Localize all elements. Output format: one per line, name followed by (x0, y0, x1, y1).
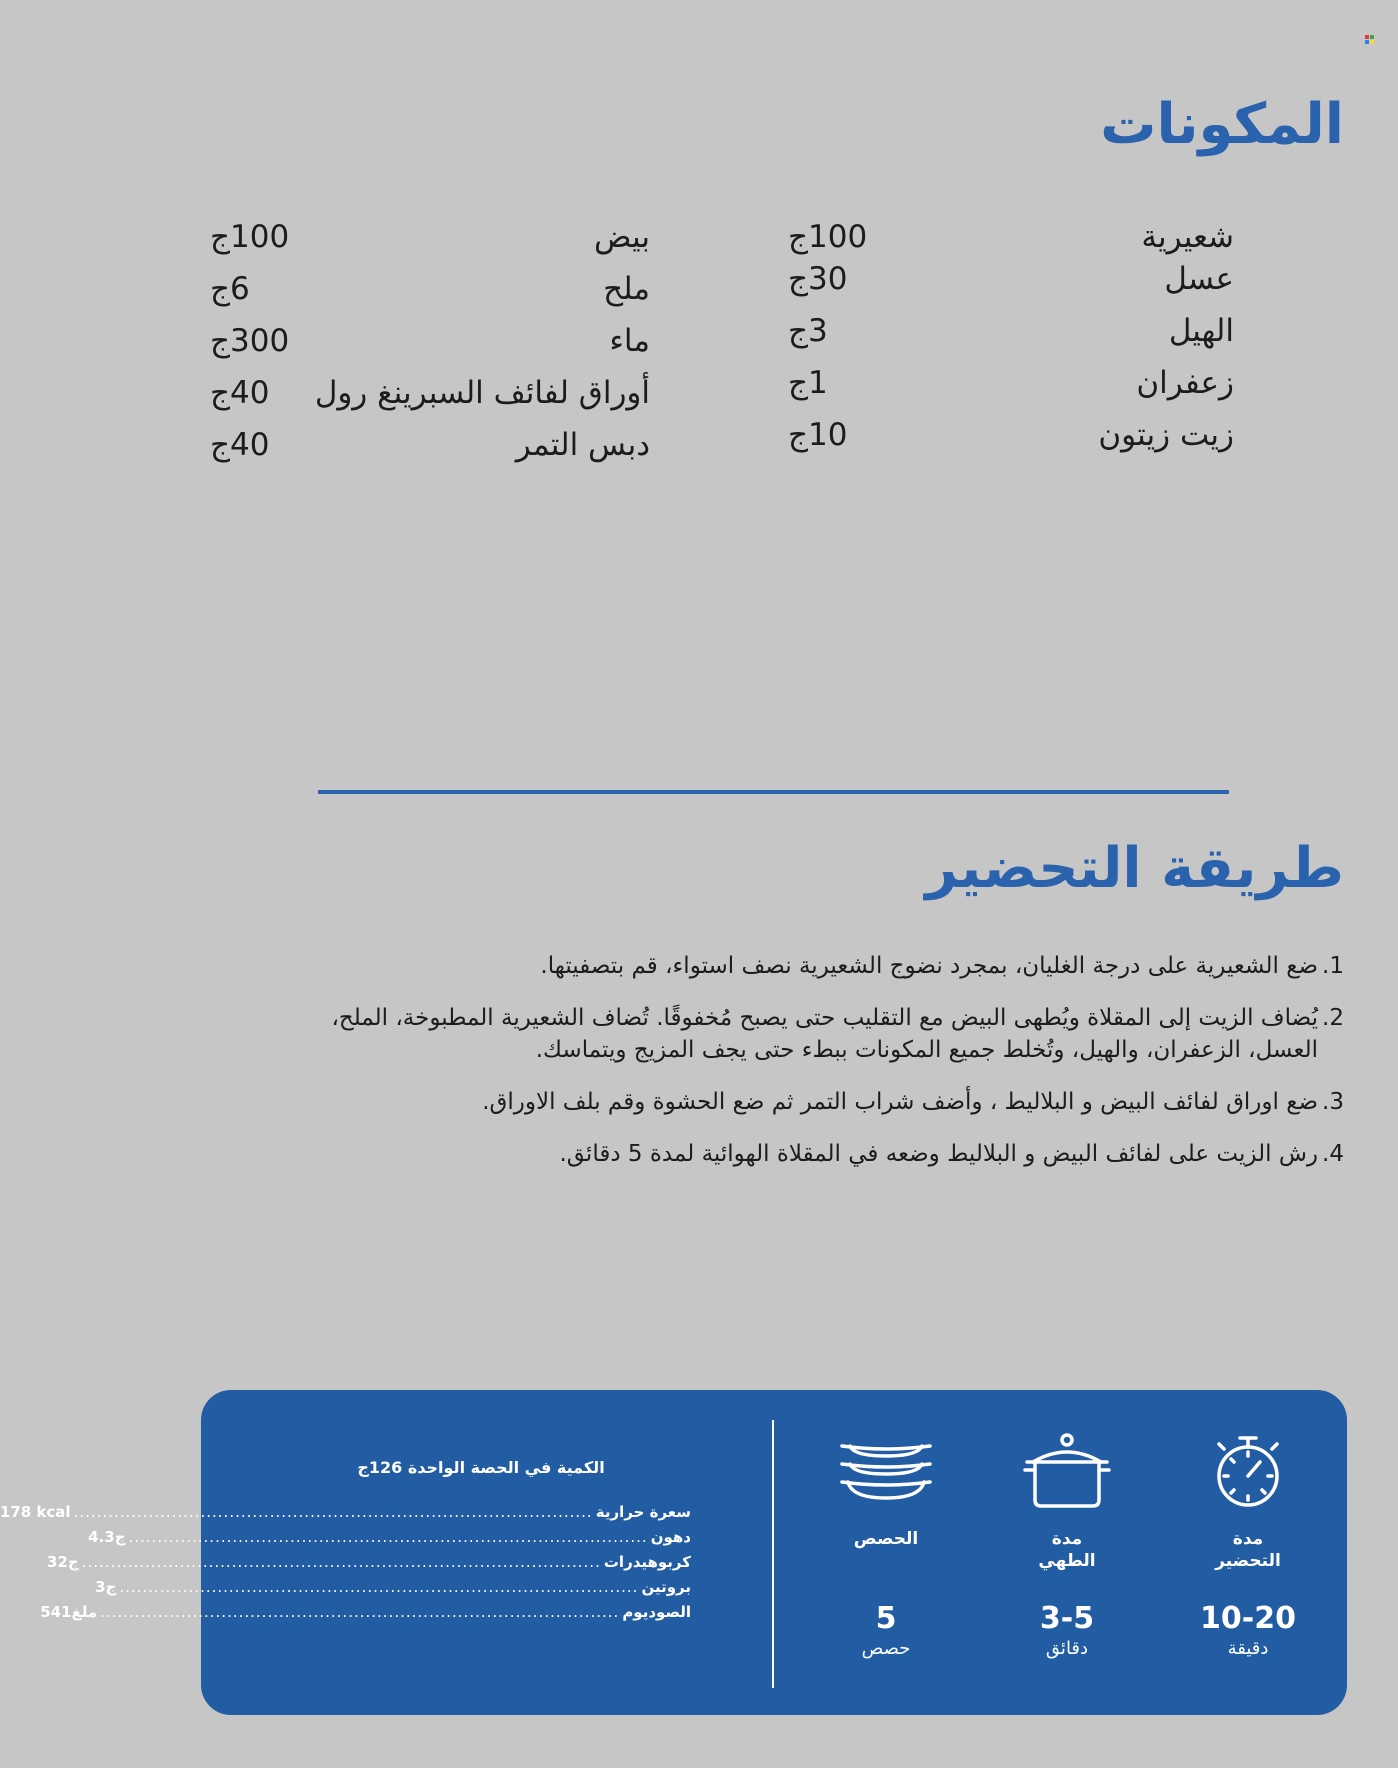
nutrition-row (95, 1578, 691, 1603)
ingredient-row (788, 219, 1238, 264)
method-step (264, 1086, 1344, 1118)
servings-label-line1: الحصص (853, 1529, 919, 1549)
step-text: يُضاف الزيت إلى المقلاة ويُطهى البيض مع التقليب حتى يصبح مُخفوقًا. تُضاف الشعيرية المطبوخة، الملح، العسل، الزعفران، والهيل، وتُخلط جميع المكونات ببطء حتى يجف المزيج ويتماسك. (331, 1005, 1318, 1063)
nutrition-value: 178 kcal (0, 1503, 71, 1521)
ingredient-name: الهيل (1168, 313, 1234, 349)
ingredient-name: دبس التمر (515, 427, 650, 463)
ingredient-qty: 100ج (788, 219, 868, 255)
ingredient-name: شعيرية (1141, 219, 1234, 255)
ingredient-row (200, 323, 650, 378)
cook-time-stat (992, 1432, 1142, 1659)
dot-leader: .......................................................................................... (73, 1503, 593, 1521)
step-text: ضع اوراق لفائف البيض و البلاليط ، وأضف شراب التمر ثم ضع الحشوة وقم بلف الاوراق. (482, 1089, 1318, 1115)
method-steps (264, 950, 1344, 1190)
prep-time-label (1173, 1528, 1323, 1572)
ingredient-qty: 30ج (788, 261, 848, 297)
prep-time-label-line2: التحضير (1215, 1551, 1281, 1571)
recipe-info-panel (0, 1390, 1347, 1715)
cook-time-label (992, 1528, 1142, 1572)
method-step (264, 950, 1344, 982)
dot-leader: .......................................................................................... (81, 1553, 601, 1571)
nutrition-name: بروتين (641, 1578, 691, 1596)
step-text: ضع الشعيرية على درجة الغليان، بمجرد نضوج الشعيرية نصف استواء، قم بتصفيتها. (540, 953, 1318, 979)
ingredients-left-column (200, 219, 650, 482)
servings-stat (811, 1432, 961, 1659)
nutrition-name: كربوهيدرات (603, 1553, 691, 1571)
ingredient-qty: 300ج (210, 323, 290, 359)
cook-time-value: 3-5 (1039, 1601, 1095, 1636)
ingredient-row (200, 375, 650, 430)
panel-divider (772, 1420, 774, 1688)
cook-time-label-line1: مدة (1051, 1529, 1083, 1549)
ingredient-row (788, 417, 1238, 472)
ingredient-row (200, 427, 650, 482)
ingredient-name: أوراق لفائف السبرينغ رول (314, 375, 650, 411)
prep-time-stat (1173, 1432, 1323, 1659)
step-text: رش الزيت على لفائف البيض و البلاليط وضعه في المقلاة الهوائية لمدة 5 دقائق. (559, 1141, 1318, 1167)
prep-time-value: 10-20 (1200, 1601, 1296, 1636)
ingredient-row (788, 365, 1238, 420)
nutrition-row (0, 1503, 691, 1528)
step-number: 2. (1322, 1005, 1344, 1031)
method-step (264, 1002, 1344, 1066)
ingredient-qty: 10ج (788, 417, 848, 453)
prep-time-unit: دقيقة (1227, 1638, 1269, 1659)
corner-color-mark (1365, 35, 1374, 44)
ingredient-qty: 6ج (210, 271, 250, 307)
prep-time-label-line1: مدة (1232, 1529, 1264, 1549)
step-number: 1. (1322, 953, 1344, 979)
nutrition-value: 3ج (95, 1578, 117, 1596)
nutrition-value: 32ج (47, 1553, 79, 1571)
ingredient-row (788, 261, 1238, 316)
ingredients-right-column (788, 219, 1238, 472)
plates-icon (838, 1432, 934, 1510)
ingredient-name: ماء (609, 323, 650, 359)
ingredient-qty: 100ج (210, 219, 290, 255)
ingredients-title: المكونات (1100, 92, 1344, 157)
nutrition-name: دهون (650, 1528, 691, 1546)
nutrition-name: الصوديوم (622, 1603, 691, 1621)
ingredient-name: زعفران (1136, 365, 1234, 401)
method-step (264, 1138, 1344, 1170)
servings-value: 5 (875, 1601, 897, 1636)
ingredient-name: عسل (1164, 261, 1234, 297)
ingredient-name: زيت زيتون (1098, 417, 1234, 453)
section-divider (318, 790, 1229, 794)
ingredient-qty: 1ج (788, 365, 828, 401)
nutrition-row (88, 1528, 691, 1553)
step-number: 4. (1322, 1141, 1344, 1167)
servings-unit: حصص (861, 1638, 911, 1659)
nutrition-facts (0, 1458, 691, 1628)
dot-leader: .......................................................................................... (128, 1528, 648, 1546)
method-title: طريقة التحضير (925, 836, 1344, 901)
ingredient-row (200, 271, 650, 326)
ingredient-qty: 40ج (210, 427, 270, 463)
ingredient-qty: 40ج (210, 375, 270, 411)
nutrition-value: 541ملغ (40, 1603, 98, 1621)
ingredient-name: بيض (594, 219, 650, 255)
nutrition-row (40, 1603, 691, 1628)
dot-leader: .......................................................................................... (119, 1578, 639, 1596)
cook-time-label-line2: الطهي (1038, 1551, 1096, 1571)
dot-leader: .......................................................................................... (100, 1603, 620, 1621)
ingredient-name: ملح (603, 271, 650, 307)
cook-time-unit: دقائق (1045, 1638, 1089, 1659)
nutrition-header: الكمية في الحصة الواحدة 126ج (357, 1458, 605, 1477)
nutrition-row (47, 1553, 691, 1578)
step-number: 3. (1322, 1089, 1344, 1115)
ingredient-qty: 3ج (788, 313, 828, 349)
nutrition-name: سعرة حرارية (595, 1503, 691, 1521)
pot-icon (1019, 1432, 1115, 1510)
stopwatch-icon (1212, 1432, 1284, 1510)
ingredient-row (788, 313, 1238, 368)
ingredient-row (200, 219, 650, 274)
nutrition-value: 4.3ج (88, 1528, 126, 1546)
servings-label (811, 1528, 961, 1572)
